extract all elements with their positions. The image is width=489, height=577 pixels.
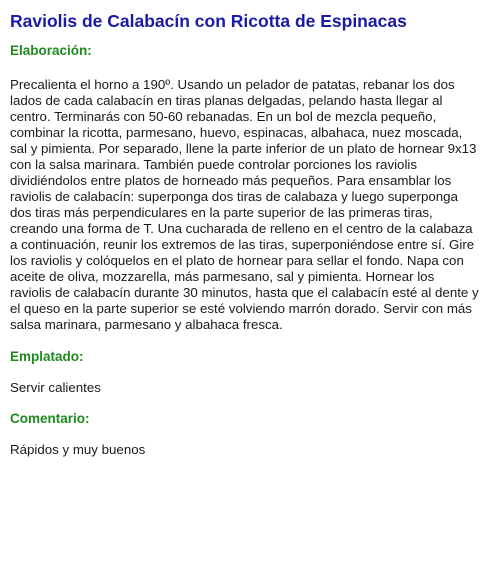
- section-heading-comentario: Comentario:: [10, 411, 90, 426]
- section-heading-emplatado: Emplatado:: [10, 349, 84, 364]
- section-heading-elaboracion: Elaboración:: [10, 43, 92, 58]
- comentario-text: Rápidos y muy buenos: [10, 442, 146, 457]
- emplatado-text: Servir calientes: [10, 380, 101, 395]
- elaboracion-text: Precalienta el horno a 190º. Usando un pelador de patatas, rebanar los dos lados de cada calabacín en tiras planas delgadas, pelando hasta llegar al centro. Terminarás con 50-60 rebanadas. En un bol de mezcla pequeño, combinar la ricotta, parmesano, huevo, espinacas, albahaca, nuez moscada, sal y pimienta. Por separado, llene la parte inferior de un plato de hornear 9x13 con la salsa marinara. También puede controlar porciones los raviolis dividiéndolos entre platos de horneado más pequeños. Para ensamblar los raviolis de calabacín: superponga dos tiras de calabaza y luego superponga dos tiras más perpendiculares en la parte superior de las primeras tiras, creando una forma de T. Una cucharada de relleno en el centro de la calabaza a continuación, reunir los extremos de las tiras, superponiéndose entre sí. Gire los raviolis y colóquelos en el plato de hornear para sellar el fondo. Napa con aceite de oliva, mozzarella, más parmesano, sal y pimienta. Hornear los raviolis de calabacín durante 30 minutos, hasta que el calabacín esté al dente y el queso en la parte superior se esté volviendo marrón dorado. Servir con más salsa marinara, parmesano y albahaca fresca.: [10, 77, 479, 332]
- page-title: Raviolis de Calabacín con Ricotta de Espinacas: [10, 11, 407, 31]
